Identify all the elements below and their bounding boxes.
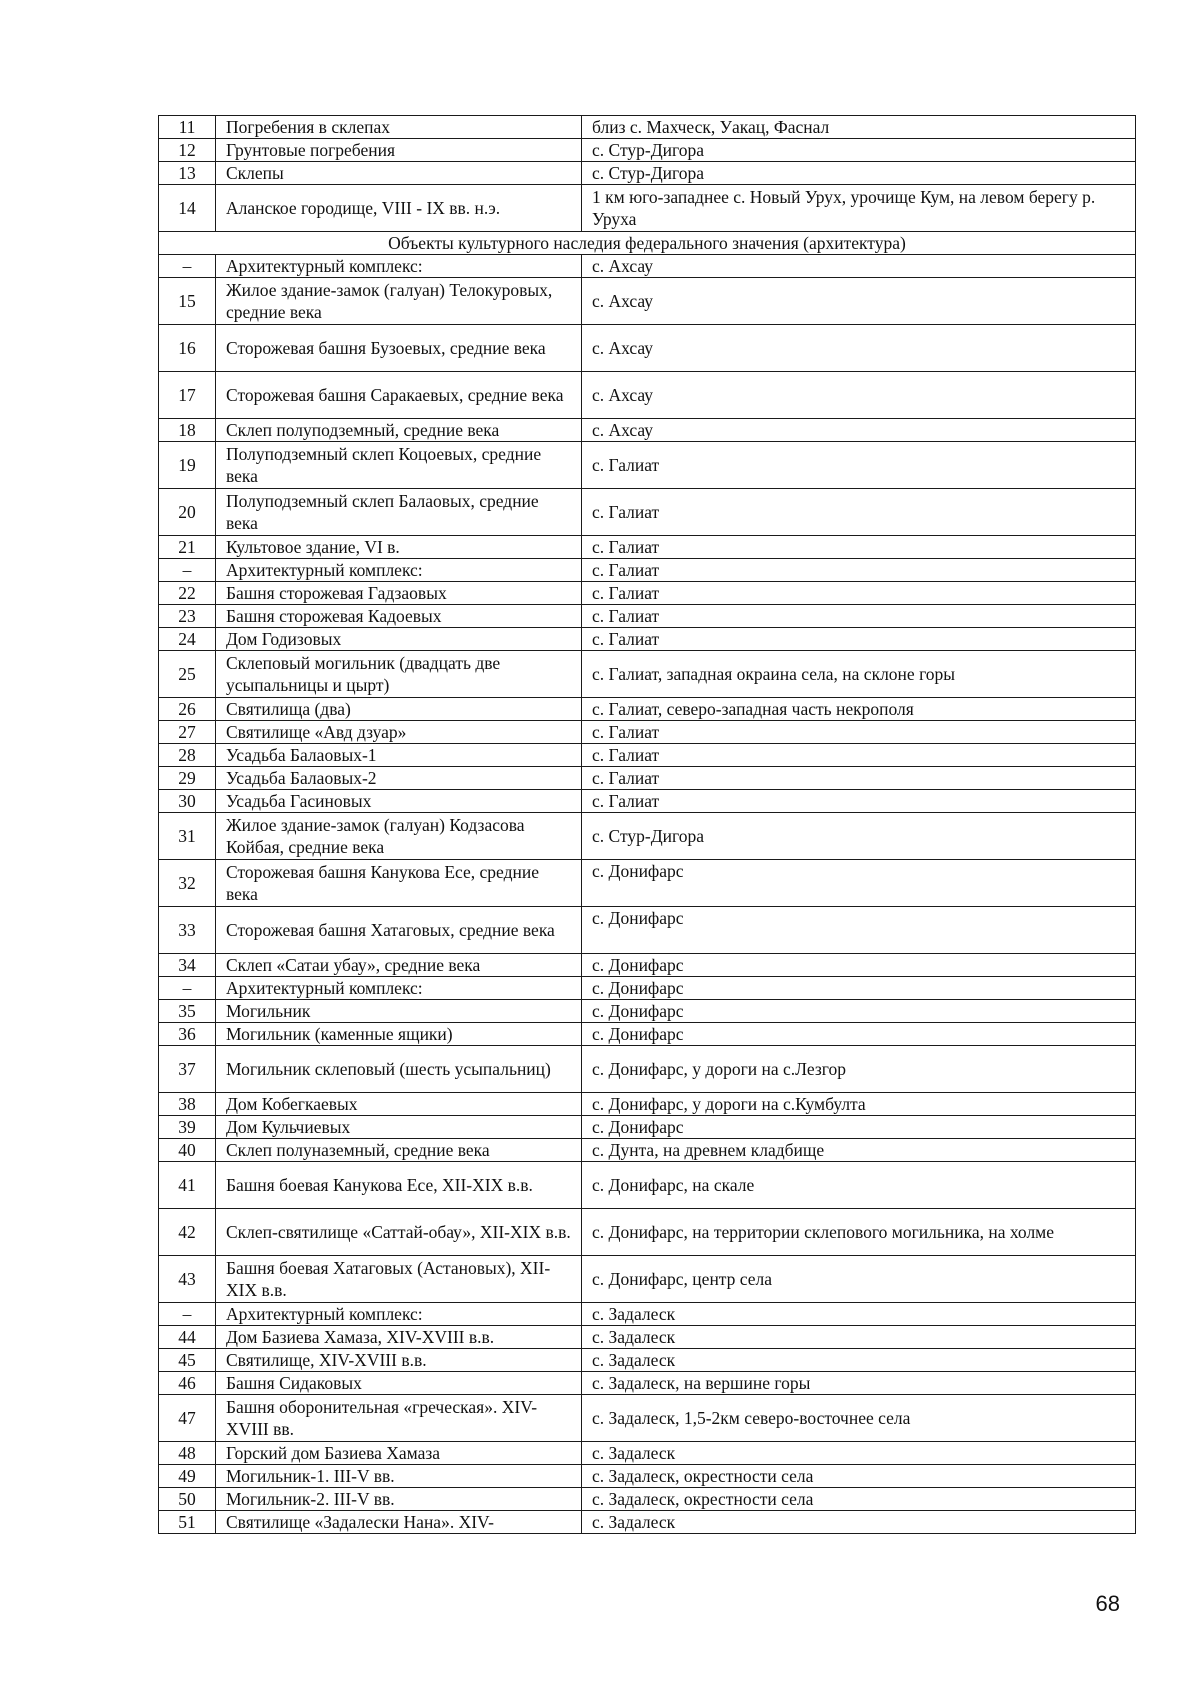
object-name: Башня оборонительная «греческая». XIV-XVIII вв. <box>216 1395 582 1442</box>
object-location: близ с. Махческ, Уакац, Фаснал <box>582 116 1136 139</box>
object-location: с. Задалеск, окрестности села <box>582 1465 1136 1488</box>
object-location: с. Галиат <box>582 559 1136 582</box>
object-location: с. Галиат <box>582 721 1136 744</box>
object-name: Дом Кобегкаевых <box>216 1093 582 1116</box>
object-name: Культовое здание, VI в. <box>216 536 582 559</box>
object-name: Склеп-святилище «Саттай-обау», XII-XIX в.в. <box>216 1209 582 1256</box>
object-name: Сторожевая башня Саракаевых, средние века <box>216 372 582 419</box>
object-name: Могильник <box>216 1000 582 1023</box>
row-number: 36 <box>159 1023 216 1046</box>
row-number: 49 <box>159 1465 216 1488</box>
row-number: 48 <box>159 1442 216 1465</box>
table-row <box>159 489 1136 536</box>
object-name: Склеп полуназемный, средние века <box>216 1139 582 1162</box>
object-location: с. Донифарс <box>582 907 1136 954</box>
object-location: с. Стур-Дигора <box>582 813 1136 860</box>
object-location: с. Галиат <box>582 790 1136 813</box>
table-row <box>159 442 1136 489</box>
object-location: с. Галиат, северо-западная часть некрополя <box>582 698 1136 721</box>
object-location: с. Ахсау <box>582 372 1136 419</box>
row-number: – <box>159 977 216 1000</box>
table-row <box>159 139 1136 162</box>
table-row <box>159 185 1136 232</box>
object-location: с. Задалеск <box>582 1511 1136 1534</box>
table-row <box>159 1256 1136 1303</box>
row-number: – <box>159 559 216 582</box>
table-row <box>159 1349 1136 1372</box>
row-number: 32 <box>159 860 216 907</box>
table-row <box>159 1395 1136 1442</box>
table-row <box>159 162 1136 185</box>
table-row <box>159 372 1136 419</box>
object-name: Склеп «Сатаи убау», средние века <box>216 954 582 977</box>
table-row <box>159 907 1136 954</box>
object-location: с. Задалеск, окрестности села <box>582 1488 1136 1511</box>
object-name: Могильник (каменные ящики) <box>216 1023 582 1046</box>
row-number: 45 <box>159 1349 216 1372</box>
object-location: с. Галиат <box>582 744 1136 767</box>
table-row <box>159 1046 1136 1093</box>
object-name: Аланское городище, VIII - IX вв. н.э. <box>216 185 582 232</box>
table-row <box>159 419 1136 442</box>
table-row <box>159 813 1136 860</box>
object-name: Могильник-2. III-V вв. <box>216 1488 582 1511</box>
table-row <box>159 977 1136 1000</box>
object-name: Усадьба Балаовых-1 <box>216 744 582 767</box>
table-row <box>159 1372 1136 1395</box>
row-number: 37 <box>159 1046 216 1093</box>
object-location: с. Дунта, на древнем кладбище <box>582 1139 1136 1162</box>
row-number: 23 <box>159 605 216 628</box>
row-number: 14 <box>159 185 216 232</box>
object-location: с. Задалеск, на вершине горы <box>582 1372 1136 1395</box>
table-row <box>159 605 1136 628</box>
object-name: Архитектурный комплекс: <box>216 977 582 1000</box>
table-row <box>159 744 1136 767</box>
table-row <box>159 1000 1136 1023</box>
object-location: с. Галиат <box>582 582 1136 605</box>
row-number: 47 <box>159 1395 216 1442</box>
row-number: 21 <box>159 536 216 559</box>
table-row <box>159 325 1136 372</box>
object-location: с. Донифарс <box>582 1116 1136 1139</box>
row-number: 27 <box>159 721 216 744</box>
table-row <box>159 1511 1136 1534</box>
table-row <box>159 116 1136 139</box>
row-number: 44 <box>159 1326 216 1349</box>
object-location: с. Донифарс, у дороги на с.Лезгор <box>582 1046 1136 1093</box>
object-name: Грунтовые погребения <box>216 139 582 162</box>
object-location: с. Ахсау <box>582 419 1136 442</box>
object-location: с. Донифарс <box>582 977 1136 1000</box>
table-row <box>159 1209 1136 1256</box>
row-number: 39 <box>159 1116 216 1139</box>
object-location: с. Донифарс <box>582 1000 1136 1023</box>
object-name: Могильник-1. III-V вв. <box>216 1465 582 1488</box>
section-header-row <box>159 232 1136 255</box>
section-title: Объекты культурного наследия федерального значения (архитектура) <box>159 232 1136 255</box>
row-number: 38 <box>159 1093 216 1116</box>
object-location: с. Ахсау <box>582 278 1136 325</box>
row-number: 12 <box>159 139 216 162</box>
table-row <box>159 255 1136 278</box>
object-name: Склепы <box>216 162 582 185</box>
table-row <box>159 651 1136 698</box>
object-name: Горский дом Базиева Хамаза <box>216 1442 582 1465</box>
row-number: 40 <box>159 1139 216 1162</box>
object-location: с. Донифарс, на скале <box>582 1162 1136 1209</box>
heritage-objects-table <box>158 115 1136 1534</box>
object-name: Башня сторожевая Гадзаовых <box>216 582 582 605</box>
object-name: Архитектурный комплекс: <box>216 1303 582 1326</box>
row-number: 24 <box>159 628 216 651</box>
object-name: Дом Годизовых <box>216 628 582 651</box>
object-name: Святилище, XIV-XVIII в.в. <box>216 1349 582 1372</box>
table-row <box>159 1465 1136 1488</box>
row-number: 29 <box>159 767 216 790</box>
object-name: Святилище «Задалески Нана». XIV- <box>216 1511 582 1534</box>
table-row <box>159 1162 1136 1209</box>
page-number: 68 <box>1095 1591 1120 1616</box>
row-number: 46 <box>159 1372 216 1395</box>
table-row <box>159 1139 1136 1162</box>
table-body <box>159 116 1136 1534</box>
object-location: с. Галиат <box>582 628 1136 651</box>
row-number: 17 <box>159 372 216 419</box>
row-number: 50 <box>159 1488 216 1511</box>
object-name: Башня сторожевая Кадоевых <box>216 605 582 628</box>
object-location: 1 км юго-западнее с. Новый Урух, урочище Кум, на левом берегу р. Уруха <box>582 185 1136 232</box>
object-name: Склеповый могильник (двадцать две усыпальницы и цырт) <box>216 651 582 698</box>
row-number: 22 <box>159 582 216 605</box>
object-name: Дом Кульчиевых <box>216 1116 582 1139</box>
row-number: 15 <box>159 278 216 325</box>
row-number: 33 <box>159 907 216 954</box>
object-location: с. Задалеск <box>582 1303 1136 1326</box>
object-location: с. Галиат, западная окраина села, на склоне горы <box>582 651 1136 698</box>
object-name: Сторожевая башня Хатаговых, средние века <box>216 907 582 954</box>
object-name: Полуподземный склеп Коцоевых, средние века <box>216 442 582 489</box>
object-name: Погребения в склепах <box>216 116 582 139</box>
object-location: с. Ахсау <box>582 255 1136 278</box>
object-location: с. Донифарс, на территории склепового могильника, на холме <box>582 1209 1136 1256</box>
row-number: 26 <box>159 698 216 721</box>
object-name: Архитектурный комплекс: <box>216 255 582 278</box>
table-row <box>159 1116 1136 1139</box>
object-name: Усадьба Балаовых-2 <box>216 767 582 790</box>
object-location: с. Галиат <box>582 536 1136 559</box>
table-row <box>159 628 1136 651</box>
object-location: с. Галиат <box>582 767 1136 790</box>
object-location: с. Галиат <box>582 605 1136 628</box>
object-location: с. Донифарс <box>582 954 1136 977</box>
row-number: 35 <box>159 1000 216 1023</box>
object-location: с. Стур-Дигора <box>582 139 1136 162</box>
row-number: 20 <box>159 489 216 536</box>
row-number: 34 <box>159 954 216 977</box>
row-number: – <box>159 1303 216 1326</box>
row-number: 42 <box>159 1209 216 1256</box>
table-row <box>159 1023 1136 1046</box>
object-location: с. Задалеск <box>582 1442 1136 1465</box>
object-name: Усадьба Гасиновых <box>216 790 582 813</box>
table-row <box>159 582 1136 605</box>
object-name: Склеп полуподземный, средние века <box>216 419 582 442</box>
table-row <box>159 860 1136 907</box>
object-location: с. Донифарс, центр села <box>582 1256 1136 1303</box>
table-row <box>159 278 1136 325</box>
object-name: Башня боевая Хатаговых (Астановых), XII-XIX в.в. <box>216 1256 582 1303</box>
object-name: Дом Базиева Хамаза, XIV-XVIII в.в. <box>216 1326 582 1349</box>
row-number: 31 <box>159 813 216 860</box>
table-row <box>159 1442 1136 1465</box>
row-number: 13 <box>159 162 216 185</box>
object-location: с. Галиат <box>582 442 1136 489</box>
row-number: 18 <box>159 419 216 442</box>
row-number: 30 <box>159 790 216 813</box>
object-location: с. Задалеск, 1,5-2км северо-восточнее села <box>582 1395 1136 1442</box>
object-location: с. Донифарс <box>582 1023 1136 1046</box>
object-location: с. Задалеск <box>582 1326 1136 1349</box>
object-name: Башня боевая Канукова Есе, XII-XIX в.в. <box>216 1162 582 1209</box>
table-row <box>159 698 1136 721</box>
table-row <box>159 767 1136 790</box>
object-location: с. Задалеск <box>582 1349 1136 1372</box>
object-name: Полуподземный склеп Балаовых, средние века <box>216 489 582 536</box>
row-number: 19 <box>159 442 216 489</box>
row-number: 51 <box>159 1511 216 1534</box>
row-number: 16 <box>159 325 216 372</box>
object-location: с. Ахсау <box>582 325 1136 372</box>
table-row <box>159 721 1136 744</box>
object-name: Святилище «Авд дзуар» <box>216 721 582 744</box>
object-location: с. Донифарс <box>582 860 1136 907</box>
object-location: с. Стур-Дигора <box>582 162 1136 185</box>
row-number: 25 <box>159 651 216 698</box>
object-name: Архитектурный комплекс: <box>216 559 582 582</box>
table-row <box>159 559 1136 582</box>
table-row <box>159 1303 1136 1326</box>
row-number: 43 <box>159 1256 216 1303</box>
table-row <box>159 1488 1136 1511</box>
table-row <box>159 1093 1136 1116</box>
row-number: 11 <box>159 116 216 139</box>
table-row <box>159 1326 1136 1349</box>
object-name: Жилое здание-замок (галуан) Телокуровых, средние века <box>216 278 582 325</box>
object-name: Святилища (два) <box>216 698 582 721</box>
table-row <box>159 536 1136 559</box>
row-number: – <box>159 255 216 278</box>
object-name: Башня Сидаковых <box>216 1372 582 1395</box>
object-name: Могильник склеповый (шесть усыпальниц) <box>216 1046 582 1093</box>
object-name: Сторожевая башня Бузоевых, средние века <box>216 325 582 372</box>
object-name: Сторожевая башня Канукова Есе, средние века <box>216 860 582 907</box>
table-row <box>159 790 1136 813</box>
row-number: 28 <box>159 744 216 767</box>
row-number: 41 <box>159 1162 216 1209</box>
object-name: Жилое здание-замок (галуан) Кодзасова Койбая, средние века <box>216 813 582 860</box>
table-row <box>159 954 1136 977</box>
object-location: с. Донифарс, у дороги на с.Кумбулта <box>582 1093 1136 1116</box>
object-location: с. Галиат <box>582 489 1136 536</box>
